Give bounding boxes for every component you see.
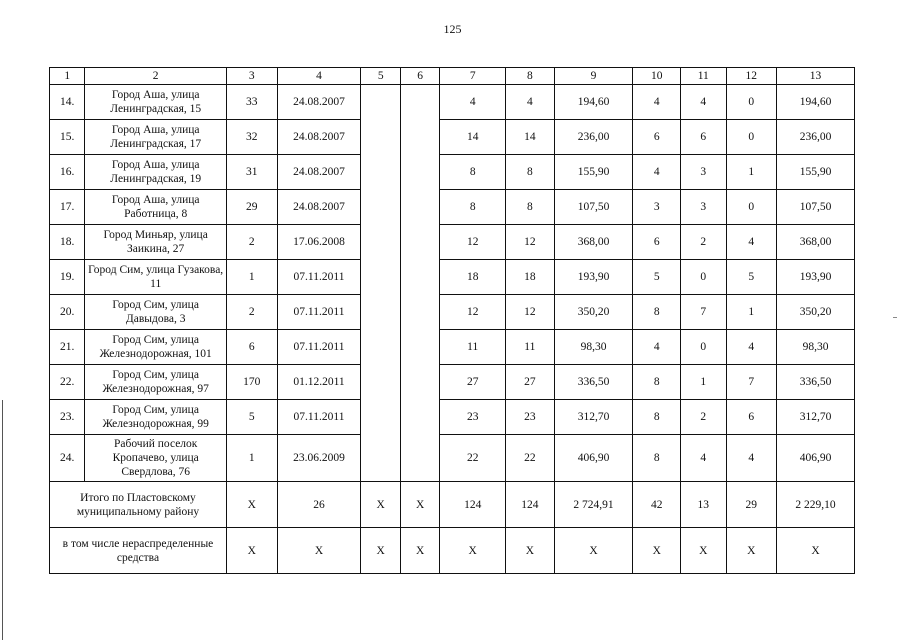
address-cell: Город Сим, улица Железнодорожная, 97 [85, 365, 227, 400]
cell-col8: 4 [506, 85, 555, 120]
cell-col13: 368,00 [777, 225, 855, 260]
sub-cell-c3: X [226, 528, 277, 574]
sub-cell-c4: X [277, 528, 361, 574]
scan-edge-line [2, 400, 3, 640]
cell-col7: 8 [440, 155, 506, 190]
sub-cell-c11: X [681, 528, 727, 574]
scan-mark [893, 317, 897, 318]
header-cell: 6 [400, 68, 439, 85]
total-label: Итого по Пластовскому муниципальному району [50, 482, 227, 528]
cell-col9: 236,00 [554, 120, 633, 155]
address-cell: Город Миньяр, улица Заикина, 27 [85, 225, 227, 260]
address-cell: Город Сим, улица Давыдова, 3 [85, 295, 227, 330]
header-cell: 3 [226, 68, 277, 85]
cell-col10: 8 [633, 435, 681, 482]
empty-merged-col5 [361, 85, 400, 482]
cell-col10: 4 [633, 85, 681, 120]
date-cell: 24.08.2007 [277, 120, 361, 155]
header-cell: 11 [681, 68, 727, 85]
table-row [50, 260, 855, 295]
cell-col12: 1 [726, 155, 777, 190]
address-cell: Город Сим, улица Железнодорожная, 99 [85, 400, 227, 435]
cell-col12: 5 [726, 260, 777, 295]
header-row [50, 68, 855, 85]
cell-col10: 6 [633, 120, 681, 155]
cell-col12: 4 [726, 330, 777, 365]
cell-col12: 6 [726, 400, 777, 435]
table-row [50, 225, 855, 260]
cell-col13: 107,50 [777, 190, 855, 225]
cell-col12: 4 [726, 225, 777, 260]
cell-col9: 312,70 [554, 400, 633, 435]
cell-col11: 3 [681, 155, 727, 190]
sub-cell-c13: X [777, 528, 855, 574]
cell-col10: 6 [633, 225, 681, 260]
cell-col11: 2 [681, 225, 727, 260]
cell-col9: 193,90 [554, 260, 633, 295]
cell-col10: 3 [633, 190, 681, 225]
total-cell-c5: X [361, 482, 400, 528]
total-cell-c13: 2 229,10 [777, 482, 855, 528]
row-number: 22. [50, 365, 85, 400]
cell-col7: 14 [440, 120, 506, 155]
cell-col9: 350,20 [554, 295, 633, 330]
cell-col8: 22 [506, 435, 555, 482]
cell-col3: 5 [226, 400, 277, 435]
row-number: 20. [50, 295, 85, 330]
total-row [50, 482, 855, 528]
row-number: 17. [50, 190, 85, 225]
cell-col9: 98,30 [554, 330, 633, 365]
cell-col8: 23 [506, 400, 555, 435]
cell-col12: 1 [726, 295, 777, 330]
cell-col8: 18 [506, 260, 555, 295]
cell-col10: 4 [633, 155, 681, 190]
page-number: 125 [443, 22, 462, 36]
total-cell-c8: 124 [506, 482, 555, 528]
empty-merged-col6 [400, 85, 439, 482]
cell-col11: 4 [681, 85, 727, 120]
row-number: 14. [50, 85, 85, 120]
cell-col13: 194,60 [777, 85, 855, 120]
cell-col9: 368,00 [554, 225, 633, 260]
cell-col3: 32 [226, 120, 277, 155]
cell-col12: 0 [726, 85, 777, 120]
cell-col9: 336,50 [554, 365, 633, 400]
sub-cell-c6: X [400, 528, 439, 574]
total-cell-c4: 26 [277, 482, 361, 528]
total-cell-c10: 42 [633, 482, 681, 528]
cell-col3: 31 [226, 155, 277, 190]
cell-col7: 27 [440, 365, 506, 400]
cell-col3: 29 [226, 190, 277, 225]
cell-col9: 194,60 [554, 85, 633, 120]
cell-col8: 27 [506, 365, 555, 400]
address-cell: Город Сим, улица Железнодорожная, 101 [85, 330, 227, 365]
address-cell: Город Аша, улица Работница, 8 [85, 190, 227, 225]
cell-col13: 336,50 [777, 365, 855, 400]
cell-col8: 12 [506, 295, 555, 330]
cell-col12: 7 [726, 365, 777, 400]
cell-col3: 6 [226, 330, 277, 365]
cell-col13: 98,30 [777, 330, 855, 365]
table-row [50, 120, 855, 155]
date-cell: 07.11.2011 [277, 400, 361, 435]
cell-col7: 12 [440, 225, 506, 260]
date-cell: 23.06.2009 [277, 435, 361, 482]
total-cell-c12: 29 [726, 482, 777, 528]
row-number: 19. [50, 260, 85, 295]
date-cell: 24.08.2007 [277, 155, 361, 190]
total-cell-c7: 124 [440, 482, 506, 528]
row-number: 21. [50, 330, 85, 365]
cell-col10: 8 [633, 365, 681, 400]
cell-col11: 7 [681, 295, 727, 330]
address-cell: Рабочий поселок Кропачево, улица Свердлова, 76 [85, 435, 227, 482]
cell-col3: 2 [226, 295, 277, 330]
cell-col7: 4 [440, 85, 506, 120]
header-cell: 9 [554, 68, 633, 85]
cell-col11: 4 [681, 435, 727, 482]
total-cell-c11: 13 [681, 482, 727, 528]
date-cell: 07.11.2011 [277, 295, 361, 330]
cell-col11: 0 [681, 260, 727, 295]
date-cell: 24.08.2007 [277, 190, 361, 225]
cell-col11: 2 [681, 400, 727, 435]
cell-col7: 18 [440, 260, 506, 295]
address-cell: Город Аша, улица Ленинградская, 19 [85, 155, 227, 190]
address-cell: Город Аша, улица Ленинградская, 17 [85, 120, 227, 155]
cell-col8: 12 [506, 225, 555, 260]
cell-col11: 3 [681, 190, 727, 225]
sub-row [50, 528, 855, 574]
total-cell-c9: 2 724,91 [554, 482, 633, 528]
date-cell: 07.11.2011 [277, 260, 361, 295]
cell-col7: 22 [440, 435, 506, 482]
table-row [50, 190, 855, 225]
table-row [50, 295, 855, 330]
cell-col9: 406,90 [554, 435, 633, 482]
cell-col9: 107,50 [554, 190, 633, 225]
cell-col10: 5 [633, 260, 681, 295]
row-number: 18. [50, 225, 85, 260]
table-row [50, 435, 855, 482]
cell-col13: 406,90 [777, 435, 855, 482]
sub-label: в том числе нераспределенные средства [50, 528, 227, 574]
table-row [50, 85, 855, 120]
cell-col8: 8 [506, 155, 555, 190]
header-cell: 1 [50, 68, 85, 85]
header-cell: 13 [777, 68, 855, 85]
date-cell: 24.08.2007 [277, 85, 361, 120]
sub-cell-c5: X [361, 528, 400, 574]
cell-col13: 155,90 [777, 155, 855, 190]
table-row [50, 155, 855, 190]
cell-col13: 236,00 [777, 120, 855, 155]
header-cell: 8 [506, 68, 555, 85]
cell-col13: 193,90 [777, 260, 855, 295]
table-row [50, 330, 855, 365]
sub-cell-c10: X [633, 528, 681, 574]
cell-col9: 155,90 [554, 155, 633, 190]
total-cell-c6: X [400, 482, 439, 528]
cell-col10: 4 [633, 330, 681, 365]
header-cell: 5 [361, 68, 400, 85]
cell-col10: 8 [633, 400, 681, 435]
cell-col7: 11 [440, 330, 506, 365]
cell-col3: 2 [226, 225, 277, 260]
cell-col8: 11 [506, 330, 555, 365]
cell-col3: 170 [226, 365, 277, 400]
cell-col10: 8 [633, 295, 681, 330]
sub-cell-c7: X [440, 528, 506, 574]
header-cell: 10 [633, 68, 681, 85]
date-cell: 17.06.2008 [277, 225, 361, 260]
cell-col11: 1 [681, 365, 727, 400]
cell-col13: 350,20 [777, 295, 855, 330]
sub-cell-c12: X [726, 528, 777, 574]
data-table [49, 67, 855, 574]
row-number: 15. [50, 120, 85, 155]
header-cell: 2 [85, 68, 227, 85]
date-cell: 01.12.2011 [277, 365, 361, 400]
address-cell: Город Аша, улица Ленинградская, 15 [85, 85, 227, 120]
cell-col8: 14 [506, 120, 555, 155]
sub-cell-c9: X [554, 528, 633, 574]
cell-col7: 12 [440, 295, 506, 330]
cell-col12: 0 [726, 190, 777, 225]
cell-col7: 8 [440, 190, 506, 225]
header-cell: 4 [277, 68, 361, 85]
address-cell: Город Сим, улица Гузакова, 11 [85, 260, 227, 295]
cell-col13: 312,70 [777, 400, 855, 435]
cell-col3: 1 [226, 260, 277, 295]
table-row [50, 365, 855, 400]
total-cell-c3: X [226, 482, 277, 528]
sub-cell-c8: X [506, 528, 555, 574]
cell-col7: 23 [440, 400, 506, 435]
header-cell: 12 [726, 68, 777, 85]
row-number: 16. [50, 155, 85, 190]
cell-col11: 0 [681, 330, 727, 365]
cell-col12: 4 [726, 435, 777, 482]
table-row [50, 400, 855, 435]
cell-col12: 0 [726, 120, 777, 155]
date-cell: 07.11.2011 [277, 330, 361, 365]
cell-col3: 1 [226, 435, 277, 482]
row-number: 24. [50, 435, 85, 482]
cell-col11: 6 [681, 120, 727, 155]
cell-col3: 33 [226, 85, 277, 120]
cell-col8: 8 [506, 190, 555, 225]
row-number: 23. [50, 400, 85, 435]
header-cell: 7 [440, 68, 506, 85]
